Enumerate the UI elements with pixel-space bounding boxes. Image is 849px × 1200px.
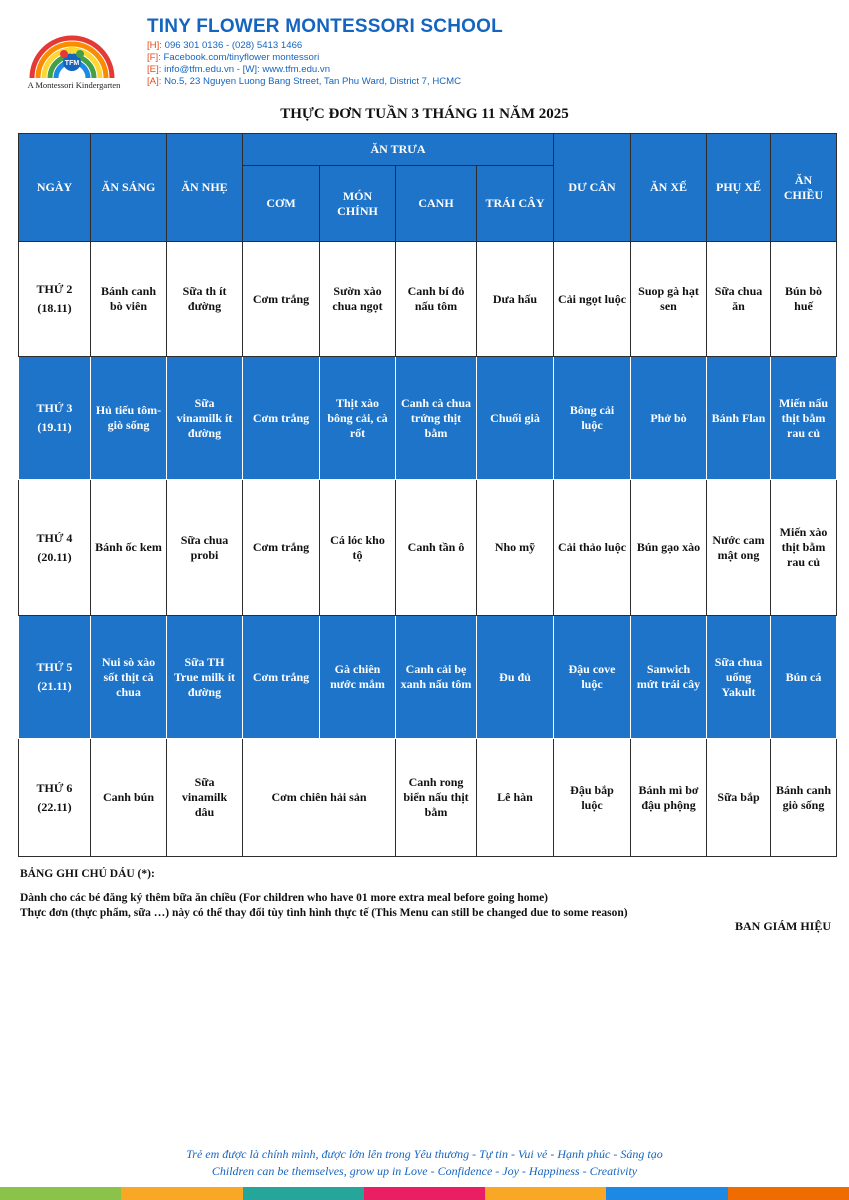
header-rice: CƠM bbox=[243, 166, 320, 242]
rice-cell: Cơm trắng bbox=[243, 242, 320, 357]
phu-xe-cell: Sữa bắp bbox=[707, 739, 771, 857]
phu-xe-cell: Nước cam mật ong bbox=[707, 480, 771, 616]
duc-can-cell: Cải thảo luộc bbox=[554, 480, 631, 616]
logo-tagline: A Montessori Kindergarten bbox=[27, 80, 121, 90]
contact-facebook: [F]: Facebook.com/tinyflower montessori bbox=[147, 52, 320, 63]
header-breakfast: ĂN SÁNG bbox=[91, 134, 167, 242]
breakfast-cell: Bánh ốc kem bbox=[91, 480, 167, 616]
school-header bbox=[147, 16, 503, 88]
stripe bbox=[243, 1187, 364, 1200]
duc-can-cell: Đậu bắp luộc bbox=[554, 739, 631, 857]
day-cell: THỨ 2 (18.11) bbox=[19, 242, 91, 357]
main-cell: Gà chiên nước mắm bbox=[320, 616, 396, 739]
rice-cell: Cơm trắng bbox=[243, 357, 320, 480]
rice-cell: Cơm trắng bbox=[243, 616, 320, 739]
fruit-cell: Đu đủ bbox=[477, 616, 554, 739]
an-xe-cell: Bánh mì bơ đậu phộng bbox=[631, 739, 707, 857]
fruit-cell: Dưa hấu bbox=[477, 242, 554, 357]
footer-color-stripes bbox=[0, 1187, 849, 1200]
table-header-row bbox=[19, 134, 837, 166]
header-lunch: ĂN TRƯA bbox=[243, 134, 554, 166]
footer-slogan bbox=[0, 1146, 849, 1180]
notes-heading: BẢNG GHI CHÚ DÁU (*): bbox=[20, 868, 155, 880]
snack-cell: Sữa TH True milk ít đường bbox=[167, 616, 243, 739]
fruit-cell: Lê hàn bbox=[477, 739, 554, 857]
header-soup: CANH bbox=[396, 166, 477, 242]
soup-cell: Canh tần ô bbox=[396, 480, 477, 616]
soup-cell: Canh cải bẹ xanh nấu tôm bbox=[396, 616, 477, 739]
phu-xe-cell: Sữa chua uống Yakult bbox=[707, 616, 771, 739]
note-line-2: Thực đơn (thực phẩm, sữa …) này có thể thay đổi tùy tình hình thực tế (This Menu can still be changed due to some reason) bbox=[20, 907, 628, 919]
header-an-chieu: ĂN CHIỀU bbox=[771, 134, 837, 242]
header-snack: ĂN NHẸ bbox=[167, 134, 243, 242]
table-row bbox=[19, 616, 837, 739]
an-xe-cell: Sanwich mứt trái cây bbox=[631, 616, 707, 739]
contact-address: [A]: No.5, 23 Nguyen Luong Bang Street, Tan Phu Ward, District 7, HCMC bbox=[147, 76, 462, 87]
day-cell: THỨ 4 (20.11) bbox=[19, 480, 91, 616]
rice-cell: Cơm trắng bbox=[243, 480, 320, 616]
contact-phone: [H]: 096 301 0136 - (028) 5413 1466 bbox=[147, 40, 303, 51]
duc-can-cell: Cải ngọt luộc bbox=[554, 242, 631, 357]
stripe bbox=[364, 1187, 485, 1200]
school-name: TINY FLOWER MONTESSORI SCHOOL bbox=[147, 16, 503, 37]
snack-cell: Sữa vinamilk ít đường bbox=[167, 357, 243, 480]
day-cell: THỨ 6 (22.11) bbox=[19, 739, 91, 857]
menu-title: THỰC ĐƠN TUẦN 3 THÁNG 11 NĂM 2025 bbox=[280, 106, 569, 122]
an-chieu-cell: Miến nấu thịt bằm rau củ bbox=[771, 357, 837, 480]
stripe bbox=[121, 1187, 242, 1200]
day-cell: THỨ 3 (19.11) bbox=[19, 357, 91, 480]
fruit-cell: Chuối già bbox=[477, 357, 554, 480]
logo-center-text: TFM bbox=[64, 60, 80, 67]
phu-xe-cell: Bánh Flan bbox=[707, 357, 771, 480]
breakfast-cell: Nui sò xào sốt thịt cà chua bbox=[91, 616, 167, 739]
contact-list bbox=[147, 40, 503, 88]
day-cell: THỨ 5 (21.11) bbox=[19, 616, 91, 739]
duc-can-cell: Đậu cove luộc bbox=[554, 616, 631, 739]
an-chieu-cell: Bánh canh giò sống bbox=[771, 739, 837, 857]
duc-can-cell: Bông cải luộc bbox=[554, 357, 631, 480]
table-row bbox=[19, 739, 837, 857]
slogan-vietnamese: Trẻ em được là chính mình, được lớn lên trong Yêu thương - Tự tin - Vui vẻ - Hạnh phúc - Sáng tạo bbox=[186, 1147, 663, 1161]
note-line-1: Dành cho các bé đăng ký thêm bữa ăn chiều (For children who have 01 more extra meal before going home) bbox=[20, 892, 549, 904]
header-fruit: TRÁI CÂY bbox=[477, 166, 554, 242]
contact-email-web: [E]: info@tfm.edu.vn - [W]: www.tfm.edu.vn bbox=[147, 64, 331, 75]
stripe bbox=[728, 1187, 849, 1200]
snack-cell: Sữa chua probi bbox=[167, 480, 243, 616]
table-row bbox=[19, 242, 837, 357]
an-chieu-cell: Miến xào thịt bằm rau củ bbox=[771, 480, 837, 616]
weekly-menu-table bbox=[18, 133, 837, 857]
stripe bbox=[0, 1187, 121, 1200]
an-chieu-cell: Bún bò huế bbox=[771, 242, 837, 357]
an-xe-cell: Bún gạo xào bbox=[631, 480, 707, 616]
header-an-xe: ĂN XẾ bbox=[631, 134, 707, 242]
stripe bbox=[485, 1187, 606, 1200]
soup-cell: Canh bí đỏ nấu tôm bbox=[396, 242, 477, 357]
table-row bbox=[19, 480, 837, 616]
header-duc-can: DƯ CÂN bbox=[554, 134, 631, 242]
header-main: MÓN CHÍNH bbox=[320, 166, 396, 242]
main-cell: Thịt xào bông cải, cà rốt bbox=[320, 357, 396, 480]
soup-cell: Canh rong biển nấu thịt bằm bbox=[396, 739, 477, 857]
fruit-cell: Nho mỹ bbox=[477, 480, 554, 616]
an-xe-cell: Phở bò bbox=[631, 357, 707, 480]
table-row bbox=[19, 357, 837, 480]
an-chieu-cell: Bún cá bbox=[771, 616, 837, 739]
main-cell: Cá lóc kho tộ bbox=[320, 480, 396, 616]
soup-cell: Canh cà chua trứng thịt bằm bbox=[396, 357, 477, 480]
slogan-english: Children can be themselves, grow up in Love - Confidence - Joy - Happiness - Creativity bbox=[211, 1164, 638, 1178]
main-cell: Sườn xào chua ngọt bbox=[320, 242, 396, 357]
breakfast-cell: Canh bún bbox=[91, 739, 167, 857]
an-xe-cell: Suop gà hạt sen bbox=[631, 242, 707, 357]
snack-cell: Sữa th ít đường bbox=[167, 242, 243, 357]
header-phu-xe: PHỤ XẾ bbox=[707, 134, 771, 242]
phu-xe-cell: Sữa chua ăn bbox=[707, 242, 771, 357]
breakfast-cell: Hủ tiếu tôm-giò sống bbox=[91, 357, 167, 480]
snack-cell: Sữa vinamilk dâu bbox=[167, 739, 243, 857]
breakfast-cell: Bánh canh bò viên bbox=[91, 242, 167, 357]
header-day: NGÀY bbox=[19, 134, 91, 242]
signature-label: BAN GIÁM HIỆU bbox=[734, 919, 831, 933]
rice-main-merged-cell: Cơm chiên hải sản bbox=[243, 739, 396, 857]
notes-section bbox=[20, 867, 832, 921]
stripe bbox=[606, 1187, 727, 1200]
